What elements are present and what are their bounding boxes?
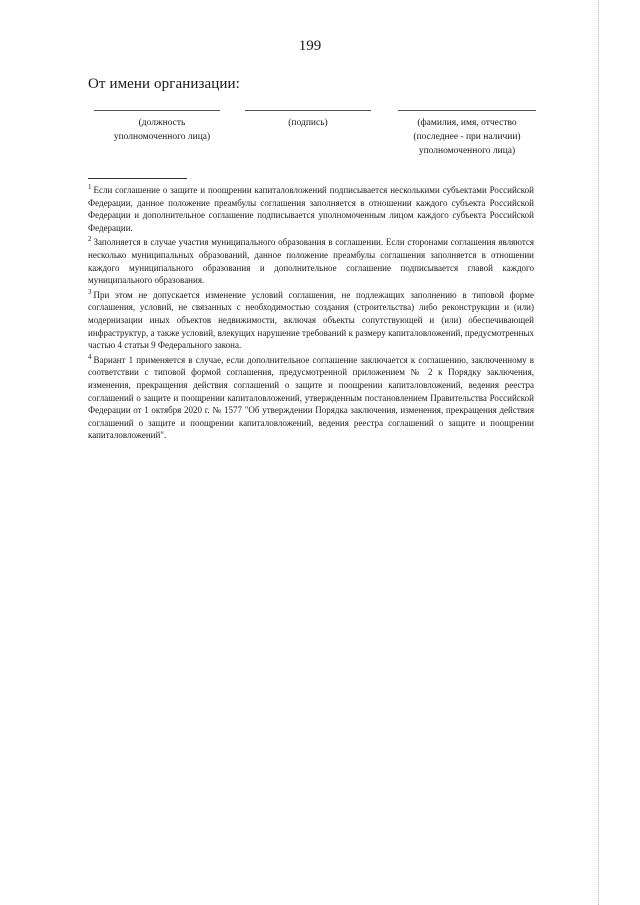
full-name-caption: (фамилия, имя, отчество (последнее - при наличии) уполномоченного лица) (413, 118, 521, 156)
footnote-mark: 1 (88, 183, 92, 191)
full-name-signature-line (398, 110, 536, 111)
footnotes (88, 184, 534, 444)
footnote-mark: 2 (88, 235, 92, 244)
footnote-text: Заполняется в случае участия муниципального образования в соглашении. Если сторонами соглашения являются несколько муниципальных образований, данное положение преамбулы соглашения заполняется в отношении каждого муниципального образования и дополнительное соглашение подписывается главой каждого муниципального образования. (88, 237, 534, 286)
footnote-mark: 4 (88, 352, 92, 361)
footnote-text: При этом не допускается изменение условий соглашения, не подлежащих заполнению в типовой форме соглашения, условий, не связанных с необходимостью создания (строительства) либо реконструкции и (или) модернизации иных объектов недвижимости, включая объекты сопутствующей и (или) обеспечивающей инфраструктур, а также условий, влекущих нарушение требований к размеру капиталовложений, предусмотренных частью 4 статьи 9 Федерального закона. (88, 289, 534, 351)
signature-line (245, 110, 371, 111)
position-signature-line (94, 110, 220, 111)
footnote-2 (88, 236, 534, 286)
footnote-text: Вариант 1 применяется в случае, если дополнительное соглашение заключается к соглашению, заключенному в соответствии с типовой формой соглашения, предусмотренной приложением № 2 к Порядку заключения, изменения, прекращения действия соглашений о защите и поощрении капиталовложений, ведения реестра соглашений о защите и поощрении капиталовложений, утвержденным постановлением Правительства Российской Федерации от 1 октября 2020 г. № 1577 "Об утверждении Порядка заключения, изменения, прекращения действия соглашений о защите и поощрении капиталовложений, ведения реестра соглашений о защите и поощрении капиталовложений". (88, 354, 534, 441)
signature-caption: (подпись) (288, 118, 328, 128)
scan-edge-dotted-line (598, 0, 599, 905)
footnote-separator (88, 178, 187, 179)
footnote-text: Если соглашение о защите и поощрении капиталовложений подписывается несколькими субъектами Российской Федерации, данное положение преамбулы соглашения заполняется в отношении каждого субъекта Российской Федерации и дополнительное соглашение подписывается уполномоченным лицом каждого субъекта Российской Федерации. (88, 185, 534, 233)
org-title: От имени организации: (88, 76, 240, 92)
footnote-mark: 3 (88, 287, 92, 296)
footnote-1 (88, 184, 534, 234)
page-number: 199 (298, 38, 322, 54)
footnote-4 (88, 354, 534, 442)
footnote-3 (88, 289, 534, 352)
position-caption: (должность уполномоченного лица) (113, 118, 211, 142)
